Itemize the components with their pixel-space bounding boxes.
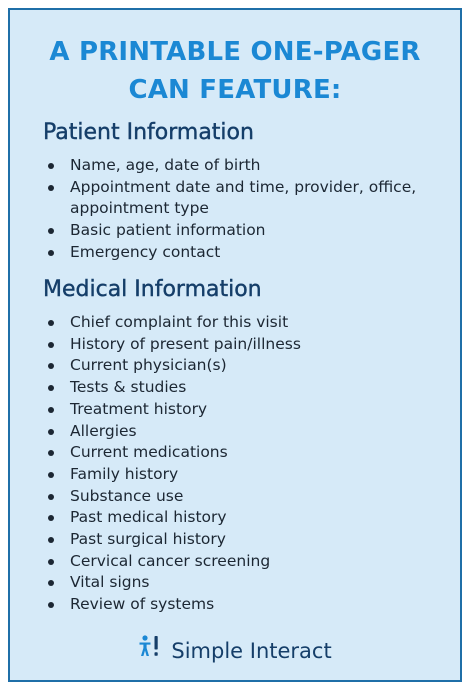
bullet-icon bbox=[48, 363, 54, 369]
list-item: Past surgical history bbox=[10, 529, 301, 551]
bullet-icon bbox=[48, 602, 54, 608]
page-title-line-1: A PRINTABLE ONE-PAGER bbox=[49, 37, 421, 67]
list-item: Past medical history bbox=[10, 507, 301, 529]
bullet-icon bbox=[48, 385, 54, 391]
bullet-icon bbox=[48, 450, 54, 456]
bullet-icon bbox=[48, 515, 54, 521]
list-item: Chief complaint for this visit bbox=[10, 312, 301, 334]
list-item: Tests & studies bbox=[10, 377, 301, 399]
info-card bbox=[8, 8, 462, 682]
list-item: Cervical cancer screening bbox=[10, 551, 301, 573]
list-item: Emergency contact bbox=[10, 242, 416, 264]
list-item: Current physician(s) bbox=[10, 355, 301, 377]
list-item: Treatment history bbox=[10, 399, 301, 421]
list-item: Appointment date and time, provider, office, appointment type bbox=[10, 177, 416, 220]
list-item: History of present pain/illness bbox=[10, 334, 301, 356]
bullet-icon bbox=[48, 472, 54, 478]
bullet-icon bbox=[48, 163, 54, 169]
brand-name: Simple Interact bbox=[171, 639, 332, 663]
bullet-icon bbox=[48, 580, 54, 586]
bullet-icon bbox=[48, 228, 54, 234]
bullet-icon bbox=[48, 537, 54, 543]
page-title-line-2: CAN FEATURE: bbox=[128, 75, 342, 105]
bullet-icon bbox=[48, 559, 54, 565]
list-item: Substance use bbox=[10, 486, 301, 508]
bullet-icon bbox=[48, 429, 54, 435]
section-heading-medical-information: Medical Information bbox=[43, 277, 262, 302]
bullet-icon bbox=[48, 250, 54, 256]
medical-information-list bbox=[10, 312, 301, 616]
list-item: Vital signs bbox=[10, 572, 301, 594]
section-heading-patient-information: Patient Information bbox=[43, 120, 254, 145]
patient-information-list bbox=[10, 155, 416, 264]
person-exclamation-icon bbox=[138, 634, 162, 668]
list-item: Basic patient information bbox=[10, 220, 416, 242]
list-item: Current medications bbox=[10, 442, 301, 464]
bullet-icon bbox=[48, 494, 54, 500]
bullet-icon bbox=[48, 185, 54, 191]
brand-footer bbox=[10, 634, 460, 668]
bullet-icon bbox=[48, 407, 54, 413]
list-item: Review of systems bbox=[10, 594, 301, 616]
list-item: Allergies bbox=[10, 421, 301, 443]
bullet-icon bbox=[48, 320, 54, 326]
bullet-icon bbox=[48, 342, 54, 348]
list-item: Name, age, date of birth bbox=[10, 155, 416, 177]
list-item: Family history bbox=[10, 464, 301, 486]
